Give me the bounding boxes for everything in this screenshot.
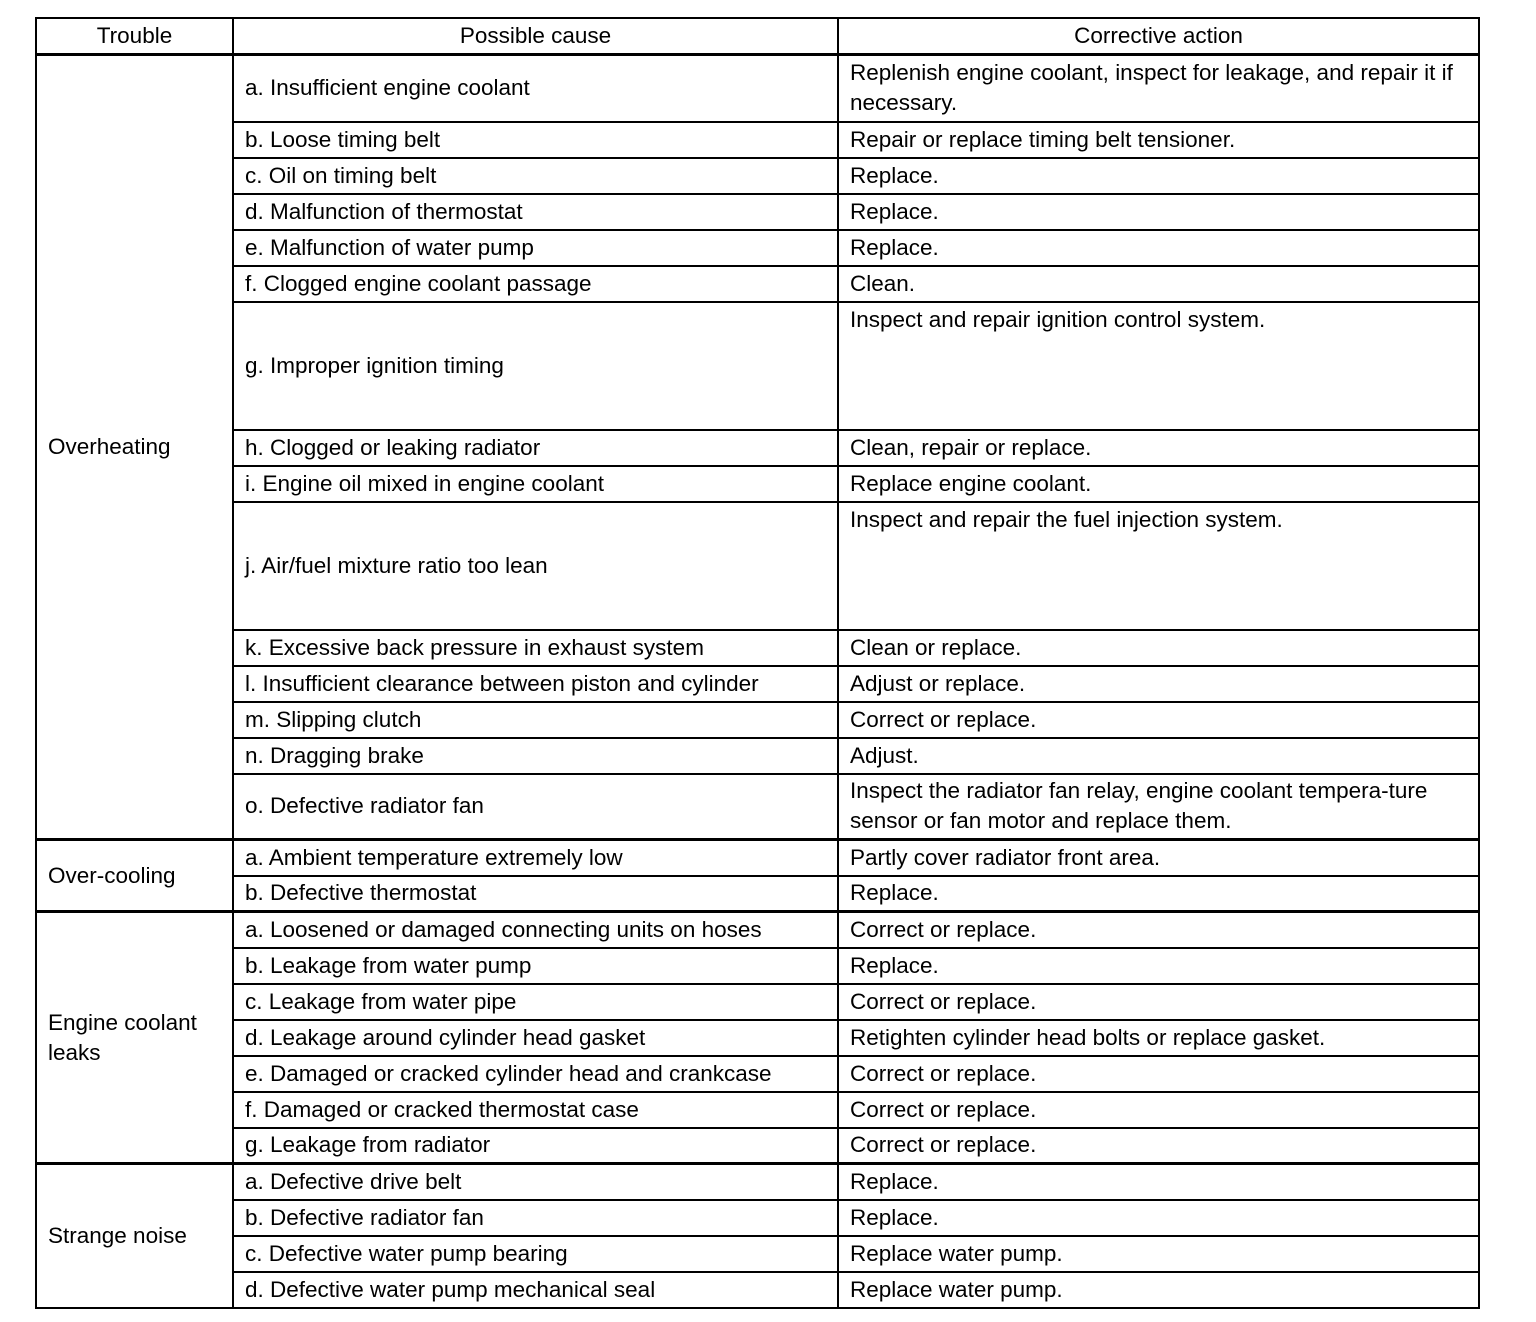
table-row [36,1236,1479,1272]
trouble-over-cooling: Over-cooling [36,840,233,912]
cause-cell: e. Damaged or cracked cylinder head and crankcase [233,1056,838,1092]
cause-cell: f. Clogged engine coolant passage [233,266,838,302]
table-row [36,840,1479,876]
cause-cell: g. Improper ignition timing [233,302,838,430]
table-row [36,876,1479,912]
table-row [36,194,1479,230]
action-cell: Replace water pump. [838,1236,1479,1272]
action-cell: Clean, repair or replace. [838,430,1479,466]
table-row [36,466,1479,502]
table-row [36,1056,1479,1092]
table-row [36,702,1479,738]
cause-cell: m. Slipping clutch [233,702,838,738]
cause-cell: d. Defective water pump mechanical seal [233,1272,838,1308]
action-cell: Replace. [838,1200,1479,1236]
cause-cell: g. Leakage from radiator [233,1128,838,1164]
cause-cell: d. Malfunction of thermostat [233,194,838,230]
header-corrective-action: Corrective action [838,18,1479,55]
table-row [36,774,1479,840]
cause-cell: b. Defective thermostat [233,876,838,912]
trouble-engine-coolant-leaks: Engine coolant leaks [36,912,233,1164]
table-row [36,912,1479,948]
action-cell: Correct or replace. [838,984,1479,1020]
action-cell: Clean or replace. [838,630,1479,666]
table-row [36,230,1479,266]
trouble-overheating: Overheating [36,55,233,840]
troubleshooting-table [35,17,1480,1309]
header-possible-cause: Possible cause [233,18,838,55]
action-cell: Inspect and repair ignition control system. [838,302,1479,430]
cause-cell: k. Excessive back pressure in exhaust system [233,630,838,666]
header-row [36,18,1479,55]
cause-cell: a. Insufficient engine coolant [233,55,838,122]
table-row [36,122,1479,158]
action-cell: Inspect and repair the fuel injection system. [838,502,1479,630]
action-cell: Adjust or replace. [838,666,1479,702]
trouble-strange-noise: Strange noise [36,1164,233,1308]
table-row [36,1092,1479,1128]
cause-cell: e. Malfunction of water pump [233,230,838,266]
action-cell: Replace. [838,230,1479,266]
cause-cell: l. Insufficient clearance between piston and cylinder [233,666,838,702]
cause-cell: d. Leakage around cylinder head gasket [233,1020,838,1056]
action-cell: Replace water pump. [838,1272,1479,1308]
cause-cell: a. Ambient temperature extremely low [233,840,838,876]
action-cell: Clean. [838,266,1479,302]
action-cell: Replace. [838,876,1479,912]
action-cell: Correct or replace. [838,1092,1479,1128]
table-row [36,302,1479,430]
table-row [36,1128,1479,1164]
cause-cell: b. Loose timing belt [233,122,838,158]
header-trouble: Trouble [36,18,233,55]
action-cell: Replace. [838,158,1479,194]
action-cell: Inspect the radiator fan relay, engine coolant tempera-ture sensor or fan motor and replace them. [838,774,1479,840]
cause-cell: a. Loosened or damaged connecting units on hoses [233,912,838,948]
action-cell: Retighten cylinder head bolts or replace gasket. [838,1020,1479,1056]
cause-cell: n. Dragging brake [233,738,838,774]
action-cell: Replace. [838,1164,1479,1200]
table-row [36,55,1479,122]
cause-cell: b. Defective radiator fan [233,1200,838,1236]
table-row [36,666,1479,702]
action-cell: Correct or replace. [838,912,1479,948]
action-cell: Replace. [838,194,1479,230]
table-row [36,630,1479,666]
table-row [36,502,1479,630]
table-row [36,1200,1479,1236]
cause-cell: b. Leakage from water pump [233,948,838,984]
cause-cell: a. Defective drive belt [233,1164,838,1200]
table-row [36,1272,1479,1308]
action-cell: Partly cover radiator front area. [838,840,1479,876]
cause-cell: c. Defective water pump bearing [233,1236,838,1272]
cause-cell: o. Defective radiator fan [233,774,838,840]
table-row [36,266,1479,302]
action-cell: Replace. [838,948,1479,984]
table-row [36,738,1479,774]
table-row [36,158,1479,194]
action-cell: Replace engine coolant. [838,466,1479,502]
cause-cell: h. Clogged or leaking radiator [233,430,838,466]
cause-cell: j. Air/fuel mixture ratio too lean [233,502,838,630]
action-cell: Correct or replace. [838,1128,1479,1164]
action-cell: Adjust. [838,738,1479,774]
table-row [36,948,1479,984]
table-header [36,18,1479,55]
group-strange-noise [36,1164,1479,1308]
group-engine-coolant-leaks [36,912,1479,1164]
cause-cell: i. Engine oil mixed in engine coolant [233,466,838,502]
cause-cell: c. Leakage from water pipe [233,984,838,1020]
group-over-cooling [36,840,1479,912]
table-row [36,430,1479,466]
table-row [36,1020,1479,1056]
action-cell: Replenish engine coolant, inspect for leakage, and repair it if necessary. [838,55,1479,122]
table-row [36,984,1479,1020]
cause-cell: f. Damaged or cracked thermostat case [233,1092,838,1128]
group-overheating [36,55,1479,840]
table-row [36,1164,1479,1200]
action-cell: Correct or replace. [838,702,1479,738]
cause-cell: c. Oil on timing belt [233,158,838,194]
action-cell: Repair or replace timing belt tensioner. [838,122,1479,158]
action-cell: Correct or replace. [838,1056,1479,1092]
